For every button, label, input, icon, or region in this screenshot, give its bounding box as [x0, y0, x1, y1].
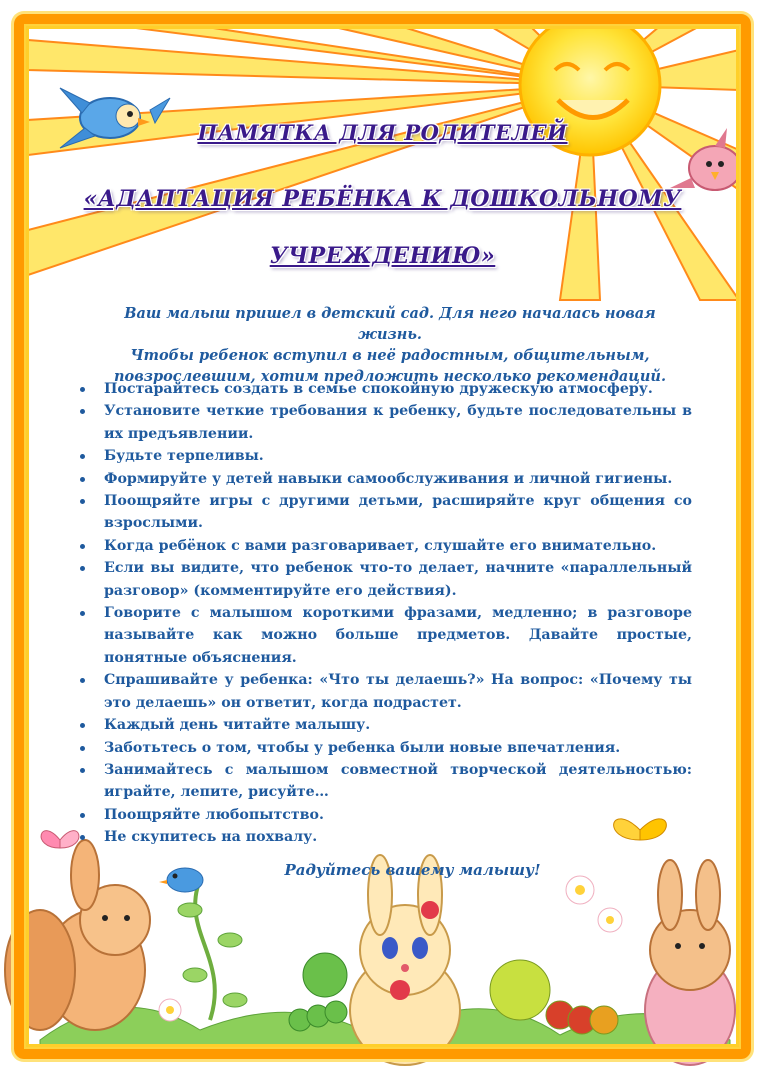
tip-text: Поощряйте любопытство.	[104, 806, 324, 823]
bullet-icon	[80, 544, 85, 549]
tip-text: Поощряйте игры с другими детьми, расширяйте круг общения со взрослыми.	[104, 493, 692, 532]
tip-item	[78, 826, 692, 848]
tip-item	[78, 759, 692, 804]
bullet-icon	[80, 454, 85, 459]
tip-text: Установите четкие требования к ребенку, будьте последовательны в их предъявлении.	[104, 403, 692, 442]
tip-item	[78, 445, 692, 467]
tip-item	[78, 535, 692, 557]
title-line-1: ПАМЯТКА ДЛЯ РОДИТЕЛЕЙ	[197, 120, 568, 145]
intro-paragraph	[90, 303, 690, 387]
tip-item	[78, 468, 692, 490]
closing-line: Радуйтесь вашему малышу!	[284, 861, 541, 879]
bullet-icon	[80, 835, 85, 840]
tip-item	[78, 602, 692, 669]
tip-text: Когда ребёнок с вами разговаривает, слушайте его внимательно.	[104, 537, 657, 554]
title-line-3: УЧРЕЖДЕНИЮ»	[269, 243, 496, 269]
tip-item	[78, 378, 692, 400]
bullet-icon	[80, 611, 85, 616]
bullet-icon	[80, 387, 85, 392]
tip-text: Постарайтесь создать в семье спокойную дружескую атмосферу.	[104, 381, 653, 397]
tip-item	[78, 737, 692, 759]
bullet-icon	[80, 566, 85, 571]
tip-text: Не скупитесь на похвалу.	[104, 829, 318, 846]
tip-item	[78, 714, 692, 736]
bullet-icon	[80, 477, 85, 482]
tip-item	[78, 804, 692, 826]
tip-item	[78, 669, 692, 714]
tip-text: Занимайтесь с малышом совместной творческой деятельностью: играйте, лепите, рисуйте…	[104, 761, 692, 801]
tip-text: Говорите с малышом короткими фразами, медленно; в разговоре называйте как можно больше предметов. Давайте простые, понятные объяснения.	[104, 605, 692, 666]
tip-item	[78, 490, 692, 535]
intro-line-3: повзрослевшим, хотим предложить несколько рекомендаций.	[114, 368, 666, 385]
tip-item	[78, 400, 692, 445]
tip-text: Каждый день читайте малышу.	[104, 717, 371, 734]
bullet-icon	[80, 746, 85, 751]
bullet-icon	[80, 723, 85, 728]
title-line-2: «АДАПТАЦИЯ РЕБЁНКА К ДОШКОЛЬНОМУ	[83, 186, 682, 212]
tip-text: Спрашивайте у ребенка: «Что ты делаешь?» На вопрос: «Почему ты это делаешь» он ответит, когда подрастет.	[104, 672, 692, 711]
tip-text: Будьте терпеливы.	[104, 448, 264, 465]
tip-item	[78, 557, 692, 602]
bullet-icon	[80, 678, 85, 683]
tip-text: Если вы видите, что ребенок что-то делает, начните «параллельный разговор» (комментируйте его действия).	[104, 560, 692, 599]
bullet-icon	[80, 409, 85, 414]
bullet-icon	[80, 813, 85, 818]
tip-text: Заботьтесь о том, чтобы у ребенка были новые впечатления.	[104, 739, 621, 756]
tip-text: Формируйте у детей навыки самообслуживания и личной гигиены.	[104, 470, 673, 487]
bullet-icon	[80, 768, 85, 773]
tips-list	[78, 378, 692, 849]
bullet-icon	[80, 499, 85, 504]
intro-line-2: Чтобы ребенок вступил в неё радостным, общительным,	[130, 347, 650, 364]
intro-line-1: Ваш малыш пришел в детский сад. Для него началась новая жизнь.	[124, 305, 656, 343]
